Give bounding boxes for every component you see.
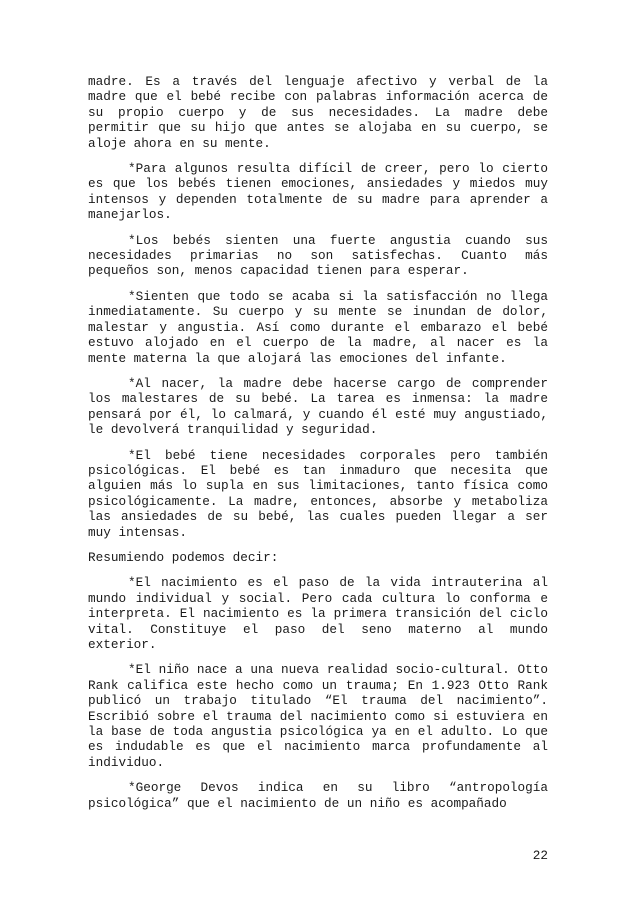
paragraph: *El niño nace a una nueva realidad socio-cultural. Otto Rank califica este hecho como un trauma; En 1.923 Otto Rank publicó un trabajo titulado “El trauma del nacimiento”. Escribió sobre el trauma del nacimiento como si estuviera en la base de toda angustia psicológica ya en el adulto. Lo que es indudable es que el nacimiento marca profundamente al individuo. bbox=[88, 662, 548, 770]
paragraph: *El nacimiento es el paso de la vida intrauterina al mundo individual y social. Pero cada cultura lo conforma e interpreta. El nacimiento es la primera transición del ciclo vital. Constituye el paso del seno materno al mundo exterior. bbox=[88, 575, 548, 652]
paragraph: madre. Es a través del lenguaje afectivo y verbal de la madre que el bebé recibe con palabras información acerca de su propio cuerpo y de sus necesidades. La madre debe permitir que su hijo que antes se alojaba en su cuerpo, se aloje ahora en su mente. bbox=[88, 74, 548, 151]
paragraph: Resumiendo podemos decir: bbox=[88, 549, 279, 565]
paragraph: *Sienten que todo se acaba si la satisfacción no llega inmediatamente. Su cuerpo y su mente se inundan de dolor, malestar y angustia. Así como durante el embarazo el bebé estuvo alojado en el cuerpo de la madre, al nacer es la mente materna la que alojará las emociones del infante. bbox=[88, 288, 548, 366]
page-body bbox=[88, 74, 548, 821]
paragraph: *Los bebés sienten una fuerte angustia cuando sus necesidades primarias no son satisfechas. Cuanto más pequeños son, menos capacidad tienen para esperar. bbox=[88, 232, 548, 279]
paragraph: *Para algunos resulta difícil de creer, pero lo cierto es que los bebés tienen emociones, ansiedades y miedos muy intensos y dependen totalmente de su madre para aprender a manejarlos. bbox=[88, 161, 548, 223]
paragraph: *El bebé tiene necesidades corporales pero también psicológicas. El bebé es tan inmaduro que necesita que alguien más lo supla en sus limitaciones, tanto física como psicológicamente. La madre, entonces, absorbe y metaboliza las ansiedades de su bebé, las cuales pueden llegar a ser muy intensas. bbox=[88, 447, 548, 540]
page-number: 22 bbox=[532, 848, 548, 863]
paragraph: *Al nacer, la madre debe hacerse cargo de comprender los malestares de su bebé. La tarea es inmensa: la madre pensará por él, lo calmará, y cuando él esté muy angustiado, le devolverá tranquilidad y seguridad. bbox=[88, 375, 548, 438]
paragraph: *George Devos indica en su libro “antropología psicológica” que el nacimiento de un niño es acompañado bbox=[88, 780, 548, 811]
